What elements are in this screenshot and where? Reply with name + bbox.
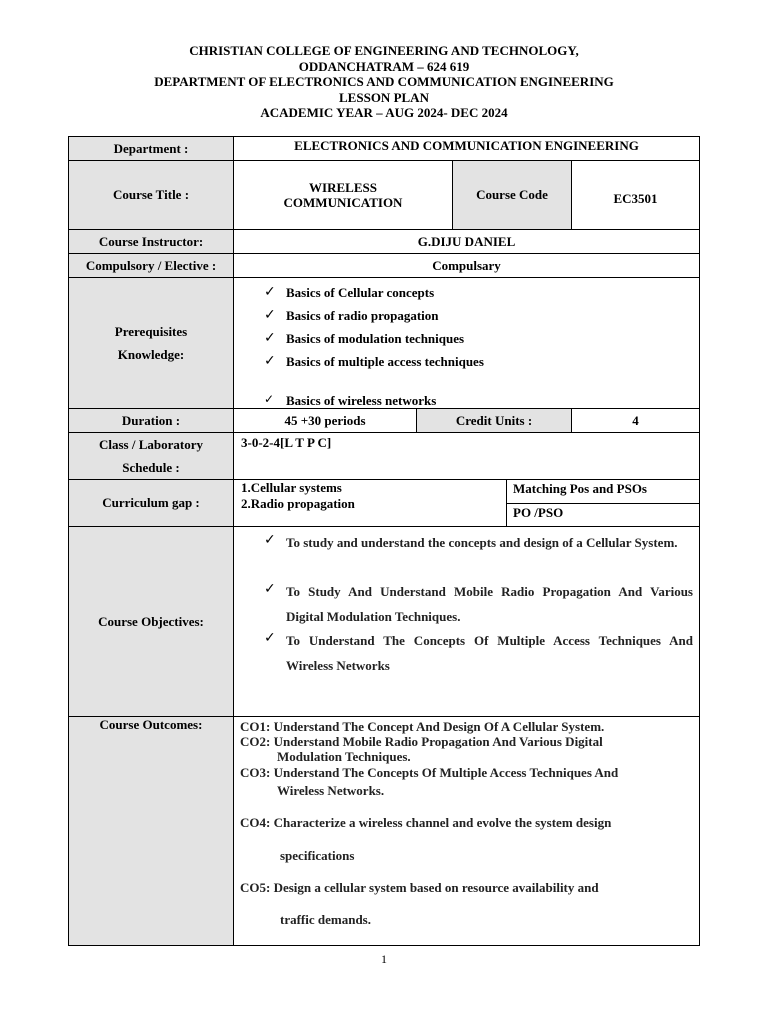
outcome-co4-line2: specifications bbox=[280, 848, 355, 863]
curriculum-gap-label-cell bbox=[68, 479, 234, 527]
department-value-cell bbox=[233, 136, 700, 161]
compulsory-label: Compulsory / Elective : bbox=[85, 257, 217, 273]
prerequisite-item: Basics of wireless networks bbox=[286, 393, 437, 408]
prerequisite-item: Basics of Cellular concepts bbox=[286, 285, 435, 300]
schedule-value-cell bbox=[233, 432, 700, 480]
prerequisites-label-cell bbox=[68, 277, 234, 409]
college-location: ODDANCHATRAM – 624 619 bbox=[298, 58, 470, 74]
department-label-cell bbox=[68, 136, 234, 161]
curriculum-gap-item: 2.Radio propagation bbox=[241, 496, 355, 511]
academic-year: ACADEMIC YEAR – AUG 2024- DEC 2024 bbox=[260, 105, 508, 120]
matching-pos-label: Matching Pos and PSOs bbox=[513, 481, 647, 496]
outcome-co2-line1: CO2: Understand Mobile Radio Propagation And Various Digital bbox=[240, 734, 603, 749]
check-icon: ✓ bbox=[264, 284, 276, 300]
outcome-co3-line1: CO3: Understand The Concepts Of Multiple Access Techniques And bbox=[240, 765, 619, 780]
outcome-co2-line2: Modulation Techniques. bbox=[277, 749, 411, 764]
schedule-label-line1: Class / Laboratory bbox=[99, 437, 203, 452]
duration-value: 45 +30 periods bbox=[284, 412, 366, 428]
document-header bbox=[0, 43, 768, 121]
course-code-label-cell bbox=[452, 160, 572, 230]
course-code-label: Course Code bbox=[476, 187, 548, 202]
prerequisites-label-line2: Knowledge: bbox=[117, 347, 185, 362]
document-title: LESSON PLAN bbox=[339, 89, 429, 105]
outcome-co5-line2: traffic demands. bbox=[280, 912, 371, 927]
department-value: ELECTRONICS AND COMMUNICATION ENGINEERING bbox=[294, 138, 639, 153]
objectives-label: Course Objectives: bbox=[98, 613, 204, 629]
check-icon: ✓ bbox=[264, 330, 276, 346]
outcome-co3-line2: Wireless Networks. bbox=[277, 783, 385, 798]
credit-label-cell bbox=[416, 408, 572, 433]
outcome-co5-line1: CO5: Design a cellular system based on resource availability and bbox=[240, 880, 599, 895]
outcome-co1: CO1: Understand The Concept And Design Of A Cellular System. bbox=[240, 719, 605, 734]
check-icon: ✓ bbox=[264, 532, 276, 548]
outcome-co4-line1: CO4: Characterize a wireless channel and evolve the system design bbox=[240, 815, 612, 830]
check-icon: ✓ bbox=[264, 581, 276, 597]
course-title-label-cell bbox=[68, 160, 234, 230]
college-name: CHRISTIAN COLLEGE OF ENGINEERING AND TECHNOLOGY, bbox=[189, 43, 579, 58]
department-heading: DEPARTMENT OF ELECTRONICS AND COMMUNICATION ENGINEERING bbox=[154, 74, 614, 89]
check-icon: ✓ bbox=[264, 630, 276, 646]
prerequisites-list bbox=[233, 277, 700, 409]
compulsory-label-cell bbox=[68, 253, 234, 278]
outcomes-label: Course Outcomes: bbox=[99, 717, 203, 732]
department-label: Department : bbox=[113, 140, 189, 156]
objective-item: To Study And Understand Mobile Radio Propagation And Various Digital Modulation Techniques. bbox=[286, 584, 693, 624]
schedule-label-line2: Schedule : bbox=[122, 460, 180, 475]
instructor-label-cell bbox=[68, 229, 234, 254]
curriculum-gap-label: Curriculum gap : bbox=[102, 495, 200, 510]
course-code-value-cell bbox=[571, 160, 700, 230]
duration-label-cell bbox=[68, 408, 234, 433]
compulsory-value-cell bbox=[233, 253, 700, 278]
instructor-value-cell bbox=[233, 229, 700, 254]
credit-units-value: 4 bbox=[632, 412, 639, 428]
instructor-label: Course Instructor: bbox=[98, 233, 204, 249]
objectives-label-cell bbox=[68, 526, 234, 717]
check-icon: ✓ bbox=[264, 392, 275, 406]
prerequisite-item: Basics of radio propagation bbox=[286, 308, 439, 323]
course-title-line1: WIRELESS bbox=[309, 180, 377, 195]
duration-value-cell bbox=[233, 408, 417, 433]
po-pso-label: PO /PSO bbox=[513, 505, 564, 520]
course-code-value: EC3501 bbox=[613, 190, 658, 206]
course-title-label: Course Title : bbox=[112, 187, 190, 202]
prerequisite-item: Basics of multiple access techniques bbox=[286, 354, 484, 369]
po-pso-cell bbox=[506, 503, 700, 527]
schedule-value: 3-0-2-4[L T P C] bbox=[241, 435, 332, 450]
objectives-list bbox=[233, 526, 700, 717]
instructor-value: G.DIJU DANIEL bbox=[417, 233, 516, 249]
course-title-value-cell bbox=[233, 160, 453, 230]
check-icon: ✓ bbox=[264, 307, 276, 323]
check-icon: ✓ bbox=[264, 353, 276, 369]
schedule-label-cell bbox=[68, 432, 234, 480]
compulsory-value: Compulsary bbox=[432, 257, 501, 273]
outcomes-label-cell bbox=[68, 716, 234, 946]
credit-units-label: Credit Units : bbox=[455, 412, 533, 428]
credit-value-cell bbox=[571, 408, 700, 433]
prerequisite-item: Basics of modulation techniques bbox=[286, 331, 465, 346]
page-number: 1 bbox=[381, 952, 387, 966]
objective-item: To Understand The Concepts Of Multiple Access Techniques And Wireless Networks bbox=[286, 633, 693, 673]
objective-item: To study and understand the concepts and design of a Cellular System. bbox=[286, 535, 678, 550]
outcomes-list bbox=[233, 716, 700, 946]
curriculum-gap-item: 1.Cellular systems bbox=[241, 480, 342, 495]
curriculum-gap-list bbox=[233, 479, 507, 527]
matching-pos-cell bbox=[506, 479, 700, 504]
duration-label: Duration : bbox=[121, 412, 181, 428]
prerequisites-label-line1: Prerequisites bbox=[114, 324, 188, 339]
course-title-line2: COMMUNICATION bbox=[283, 195, 403, 210]
